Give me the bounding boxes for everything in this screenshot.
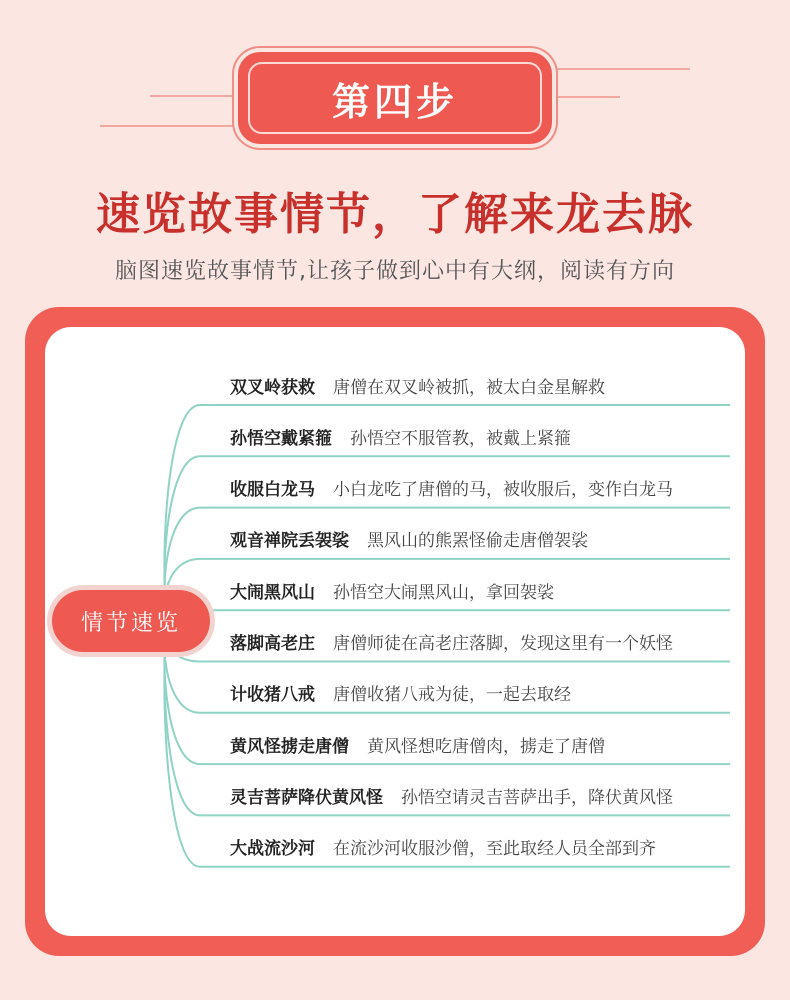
mindmap-item	[230, 524, 730, 554]
mindmap-item	[230, 575, 730, 605]
page-subtitle: 脑图速览故事情节,让孩子做到心中有大纲，阅读有方向	[115, 259, 675, 284]
mindmap-item-title: 大闹黑风山	[230, 582, 315, 603]
mindmap-item	[230, 473, 730, 503]
mindmap-item-title: 观音禅院丢袈裟	[230, 531, 349, 552]
mindmap-item-desc: 在流沙河收服沙僧，至此取经人员全部到齐	[333, 839, 656, 860]
mindmap-root-label: 情节速览	[80, 610, 181, 636]
mindmap-item-desc: 唐僧在双叉岭被抓，被太白金星解救	[333, 377, 605, 398]
mindmap-item-title: 收服白龙马	[230, 480, 315, 501]
mindmap-item-desc: 孙悟空大闹黑风山，拿回袈裟	[333, 582, 554, 603]
mindmap-item	[230, 627, 730, 657]
step-badge-label: 第四步	[248, 62, 542, 134]
mindmap-item-desc: 小白龙吃了唐僧的马，被收服后，变作白龙马	[333, 480, 673, 501]
mindmap-item-title: 落脚高老庄	[230, 634, 315, 654]
mindmap-item-title: 孙悟空戴紧箍	[230, 428, 332, 449]
mindmap-item	[230, 421, 730, 451]
page-title: 速览故事情节，了解来龙去脉	[96, 189, 694, 240]
mindmap-item-desc: 孙悟空请灵吉菩萨出手，降伏黄风怪	[401, 787, 673, 808]
mindmap-item-desc: 黑风山的熊罴怪偷走唐僧袈裟	[367, 531, 588, 552]
mindmap-item	[230, 780, 730, 810]
mindmap-item-title: 灵吉菩萨降伏黄风怪	[230, 787, 383, 808]
mindmap-item	[230, 370, 730, 400]
mindmap-item	[230, 729, 730, 759]
mindmap-item-desc: 唐僧收猪八戒为徒，一起去取经	[333, 685, 571, 706]
mindmap-item-title: 计收猪八戒	[230, 685, 315, 706]
mindmap-item-desc: 孙悟空不服管教，被戴上紧箍	[350, 428, 571, 449]
mindmap-item-title: 大战流沙河	[230, 839, 315, 860]
mindmap-item-title: 黄风怪掳走唐僧	[230, 736, 349, 757]
mindmap-branch	[164, 610, 730, 621]
mindmap-item	[230, 832, 730, 862]
mindmap-item-desc: 唐僧师徒在高老庄落脚，发现这里有一个妖怪	[333, 634, 673, 654]
mindmap-item	[230, 678, 730, 708]
mindmap-item-title: 双叉岭获救	[230, 377, 315, 398]
mindmap-root	[52, 590, 210, 652]
mindmap-item-desc: 黄风怪想吃唐僧肉，掳走了唐僧	[367, 736, 605, 757]
